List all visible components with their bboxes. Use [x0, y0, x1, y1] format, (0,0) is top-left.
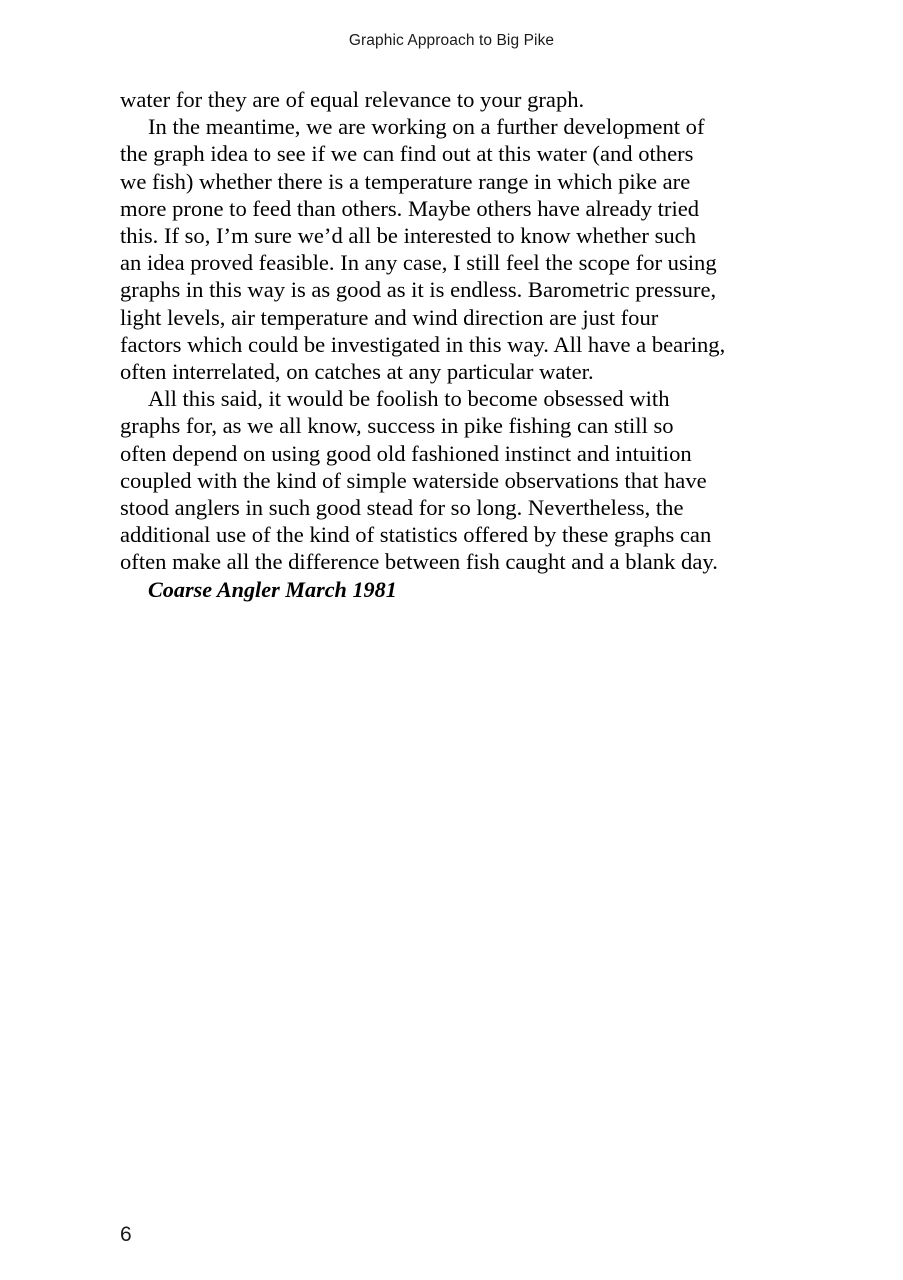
running-head: Graphic Approach to Big Pike	[348, 32, 555, 49]
paragraph-continuation: water for they are of equal relevance to your graph.	[120, 87, 585, 112]
paragraph-meantime: In the meantime, we are working on a further development of the graph idea to see if we can find out at this water (and others we fish) whether there is a temperature range in which pike are more prone to feed than others. Maybe others have already tried this. If so, I’m sure we’d all be interested to know whether such an idea proved feasible. In any case, I still feel the scope for using graphs in this way is as good as it is endless. Barometric pressure, light levels, air temperature and wind direction are just four factors which could be investigated in this way. All have a bearing, often interrelated, on catches at any particular water.	[120, 114, 726, 385]
paragraph-all-this-said: All this said, it would be foolish to become obsessed with graphs for, as we all know, success in pike fishing can still so often depend on using good old fashioned instinct and intuition coupled with the kind of simple waterside observations that have stood anglers in such good stead for so long. Nevertheless, the additional use of the kind of statistics offered by these graphs can often make all the difference between fish caught and a blank day.	[120, 386, 718, 575]
page-number: 6	[120, 1223, 132, 1246]
body-text-block	[120, 86, 752, 603]
source-attribution: Coarse Angler March 1981	[148, 576, 397, 602]
